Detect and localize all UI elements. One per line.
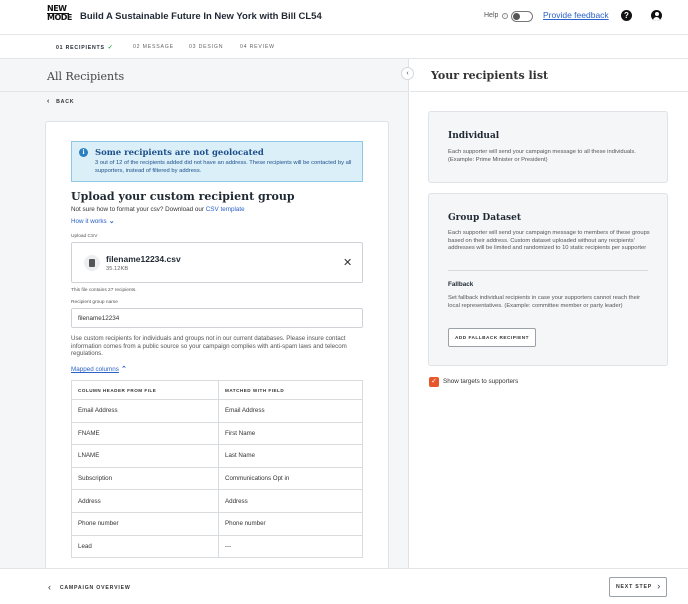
individual-card: [428, 111, 668, 183]
step-review[interactable]: 04 REVIEW: [240, 44, 275, 50]
step-recipients[interactable]: [56, 44, 114, 51]
fallback-description: Set fallback individual recipients in case your supporters cannot reach their local representatives. (Example: committee member or party leader): [448, 295, 641, 309]
file-recipient-count: This file contains 27 recipients.: [71, 288, 137, 293]
group-dataset-title: Group Dataset: [448, 213, 521, 223]
table-cell: Subscription: [72, 467, 219, 490]
upload-sub-text: Not sure how to format your csv? Download our: [71, 206, 204, 213]
check-icon: ✓: [107, 45, 114, 51]
campaign-title: Build A Sustainable Future In New York with Bill CL54: [80, 11, 322, 22]
logo-line2: MODE: [47, 12, 72, 22]
individual-title: Individual: [448, 131, 500, 141]
table-cell: Last Name: [219, 445, 363, 468]
close-icon[interactable]: ✕: [343, 257, 353, 269]
upload-card: [45, 121, 389, 568]
toggle-knob: [513, 13, 520, 20]
upload-csv-label: Upload CSV: [71, 234, 98, 239]
table-cell: Communications Opt in: [219, 467, 363, 490]
table-cell: Phone number: [219, 512, 363, 535]
group-name-label: Recipient group name: [71, 300, 118, 305]
table-cell: Address: [219, 490, 363, 513]
step-design[interactable]: 03 DESIGN: [189, 44, 224, 50]
table-cell: FNAME: [72, 422, 219, 445]
back-link[interactable]: [47, 98, 74, 105]
mapped-columns-label: Mapped columns: [71, 366, 119, 373]
fallback-title: Fallback: [448, 281, 474, 288]
add-fallback-recipient-button[interactable]: ADD FALLBACK RECIPIENT: [448, 328, 536, 347]
table-row: [72, 512, 363, 535]
group-dataset-card: [428, 193, 668, 366]
table-row: [72, 445, 363, 468]
step-label: 01 RECIPIENTS: [56, 45, 105, 51]
next-step-button[interactable]: [609, 577, 667, 597]
question-circle-icon[interactable]: ?: [621, 10, 632, 21]
file-size: 35.12KB: [106, 266, 129, 272]
how-it-works-label: How it works: [71, 218, 107, 225]
alert-title: Some recipients are not geolocated: [95, 148, 264, 158]
step-message[interactable]: 02 MESSAGE: [133, 44, 174, 50]
help-toggle[interactable]: [511, 11, 533, 22]
help-info-icon: i: [502, 13, 508, 19]
alert-body: 3 out of 12 of the recipients added did not have an address. These recipients will be contacted by all supporters, instead of filtered by address.: [95, 160, 352, 174]
chevron-right-icon: ›: [657, 581, 661, 591]
show-targets-checkbox[interactable]: ✓: [429, 377, 439, 387]
table-row: [72, 422, 363, 445]
footer-bar: [0, 568, 688, 604]
logo-line1: NEW: [47, 4, 67, 13]
chevron-down-icon: ⌄: [108, 218, 115, 225]
column-header: COLUMN HEADER FROM FILE: [72, 381, 219, 400]
how-it-works-toggle[interactable]: [71, 217, 115, 225]
table-row: [72, 467, 363, 490]
group-name-input[interactable]: filename12234: [71, 308, 363, 328]
recipients-list-title: Your recipients list: [431, 69, 549, 82]
top-header: [0, 0, 688, 35]
individual-description: Each supporter will send your campaign message to all these individuals. (Example: Prime Minister or President): [448, 149, 636, 163]
divider: [448, 270, 648, 271]
table-header-row: [72, 381, 363, 400]
mapped-columns-toggle[interactable]: [71, 365, 127, 373]
show-targets-label: Show targets to supporters: [443, 378, 519, 385]
table-cell: First Name: [219, 422, 363, 445]
help-label: Help: [484, 12, 499, 19]
upload-subtitle: [71, 206, 245, 213]
divider: [410, 91, 688, 92]
provide-feedback-link[interactable]: Provide feedback: [543, 10, 609, 20]
table-cell: Phone number: [72, 512, 219, 535]
left-panel: [0, 59, 409, 568]
upload-title: Upload your custom recipient group: [71, 190, 295, 203]
table-cell: Address: [72, 490, 219, 513]
table-row: [72, 400, 363, 423]
divider: [0, 91, 408, 92]
chevron-up-icon: ⌃: [120, 366, 127, 373]
file-name: filename12234.csv: [106, 254, 181, 264]
table-cell: Lead: [72, 535, 219, 558]
next-step-label: NEXT STEP: [616, 584, 653, 590]
file-icon: [84, 255, 100, 271]
back-label: BACK: [56, 99, 75, 105]
table-cell: Email Address: [72, 400, 219, 423]
overview-label: CAMPAIGN OVERVIEW: [59, 585, 131, 591]
table-cell: LNAME: [72, 445, 219, 468]
chevron-left-icon: ‹: [48, 582, 52, 592]
step-navigation: [0, 35, 688, 59]
info-icon: i: [79, 148, 88, 157]
all-recipients-title: All Recipients: [47, 70, 125, 83]
table-row: [72, 490, 363, 513]
column-mapping-table: [71, 380, 363, 558]
table-row: [72, 535, 363, 558]
chevron-left-icon: ‹: [47, 98, 51, 105]
column-header: MATCHED WITH FIELD: [219, 381, 363, 400]
csv-template-link[interactable]: CSV template: [205, 206, 245, 213]
custom-recipients-help: Use custom recipients for individuals and groups not in our current databases. Please insure contact information comes from a public source so your campaign complies with anti-spam laws and telecom regulations.: [71, 335, 347, 357]
campaign-overview-link[interactable]: [48, 582, 131, 592]
geolocation-alert: [71, 141, 363, 182]
group-dataset-description: Each supporter will send your campaign message to members of these groups based on their address. Custom dataset uploaded without any recipients' addresses will be limited and randomized to 10 static recipients per supporter: [448, 230, 650, 251]
collapse-panel-button[interactable]: ‹: [401, 67, 414, 80]
table-cell: ---: [219, 535, 363, 558]
newmode-logo[interactable]: [47, 4, 72, 28]
table-cell: Email Address: [219, 400, 363, 423]
uploaded-file: [71, 242, 363, 283]
user-circle-icon[interactable]: [651, 10, 662, 21]
